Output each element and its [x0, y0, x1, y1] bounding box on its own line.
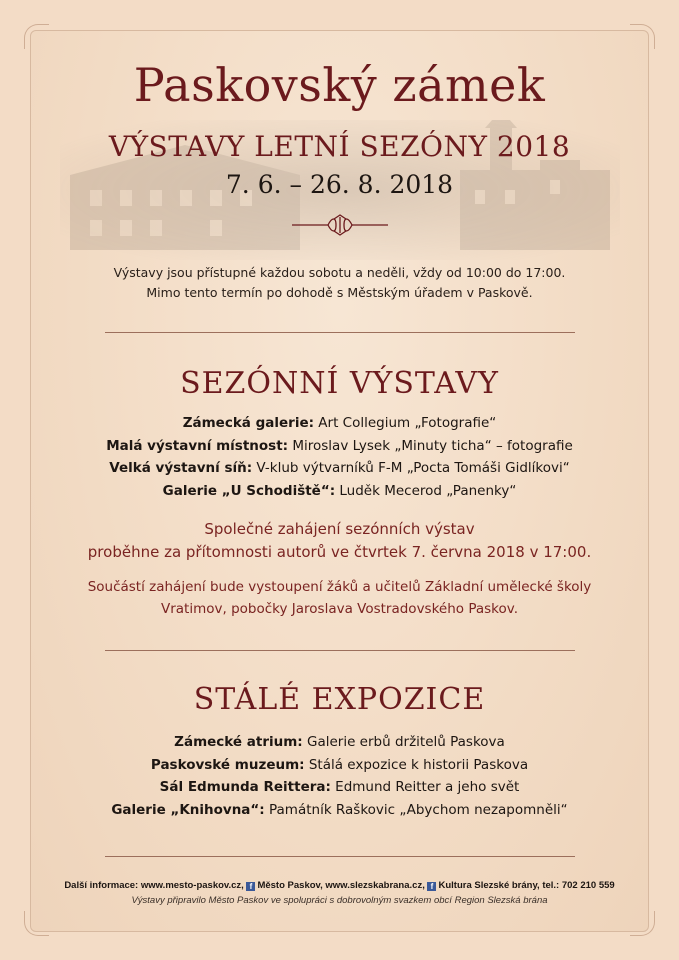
section-divider — [105, 856, 575, 857]
list-item — [0, 754, 679, 777]
section-divider — [105, 332, 575, 333]
intro-line: Výstavy jsou přístupné každou sobotu a neděli, vždy od 10:00 do 17:00. — [113, 265, 566, 280]
facebook-link-mesto-paskov[interactable]: Město Paskov, — [257, 880, 323, 891]
opening-line: Společné zahájení sezónních výstav — [204, 520, 475, 538]
frame-corner-ornament — [24, 24, 49, 49]
list-item — [0, 435, 679, 458]
exhibition-text: V-klub výtvarníků F-M „Pocta Tomáši Gidlíkovi“ — [252, 460, 570, 476]
venue-label: Sál Edmunda Reittera: — [159, 779, 331, 795]
list-item — [0, 480, 679, 503]
website-link-slezskabrana[interactable]: www.slezskabrana.cz, — [325, 880, 425, 891]
venue-label: Zámecká galerie: — [182, 415, 315, 431]
list-item — [0, 731, 679, 754]
facebook-icon[interactable]: f — [246, 882, 255, 891]
page-title: Paskovský zámek — [133, 58, 546, 112]
list-item — [0, 412, 679, 435]
venue-label: Malá výstavní místnost: — [106, 437, 289, 454]
footer-contact-info — [0, 880, 679, 891]
opening-announcement — [0, 518, 679, 564]
seasonal-exhibitions-list — [0, 412, 679, 502]
footer-credit: Výstavy připravilo Město Paskov ve spolupráci s dobrovolným svazkem obcí Region Slezská brána — [131, 895, 548, 906]
venue-label: Paskovské muzeum: — [150, 756, 305, 773]
opening-line: proběhne za přítomnosti autorů ve čtvrtek 7. června 2018 v 17:00. — [87, 543, 592, 561]
exhibition-text: Galerie erbů držitelů Paskova — [302, 734, 505, 750]
frame-corner-ornament — [24, 911, 49, 936]
exhibition-text: Miroslav Lysek „Minuty ticha“ – fotografie — [288, 437, 573, 454]
facebook-link-kultura[interactable]: Kultura Slezské brány, tel.: 702 210 559 — [438, 880, 615, 891]
section-divider — [105, 650, 575, 651]
list-item — [0, 457, 679, 480]
participation-note — [0, 576, 679, 620]
list-item — [0, 799, 679, 822]
exhibition-text: Památník Raškovic „Abychom nezapomněli“ — [264, 801, 568, 818]
exhibition-text: Stálá expozice k historii Paskova — [304, 756, 529, 773]
season-subtitle: VÝSTAVY LETNÍ SEZÓNY 2018 — [108, 130, 571, 163]
frame-corner-ornament — [630, 911, 655, 936]
venue-label: Galerie „U Schodiště“: — [162, 482, 336, 499]
exhibition-text: Edmund Reitter a jeho svět — [330, 779, 520, 795]
participation-line: Součástí zahájení bude vystoupení žáků a učitelů Základní umělecké školy — [87, 579, 592, 595]
venue-label: Zámecké atrium: — [174, 734, 303, 750]
venue-label: Galerie „Knihovna“: — [111, 801, 265, 818]
opening-hours-note — [0, 263, 679, 303]
participation-line: Vratimov, pobočky Jaroslava Vostradovského Paskov. — [160, 601, 519, 617]
exhibition-text: Art Collegium „Fotografie“ — [314, 415, 497, 431]
exhibition-text: Luděk Mecerod „Panenky“ — [335, 482, 517, 499]
list-item — [0, 776, 679, 799]
footer-info-text: Další informace: www.mesto-paskov.cz, — [64, 880, 244, 891]
facebook-icon[interactable]: f — [427, 882, 436, 891]
intro-line: Mimo tento termín po dohodě s Městským úřadem v Paskově. — [146, 285, 533, 300]
seasonal-section-title: SEZÓNNÍ VÝSTAVY — [180, 366, 499, 401]
permanent-exhibitions-list — [0, 731, 679, 821]
date-range: 7. 6. – 26. 8. 2018 — [225, 170, 454, 199]
venue-label: Velká výstavní síň: — [109, 460, 253, 476]
ornament-divider-icon — [290, 213, 390, 237]
frame-corner-ornament — [630, 24, 655, 49]
permanent-section-title: STÁLÉ EXPOZICE — [193, 682, 486, 717]
